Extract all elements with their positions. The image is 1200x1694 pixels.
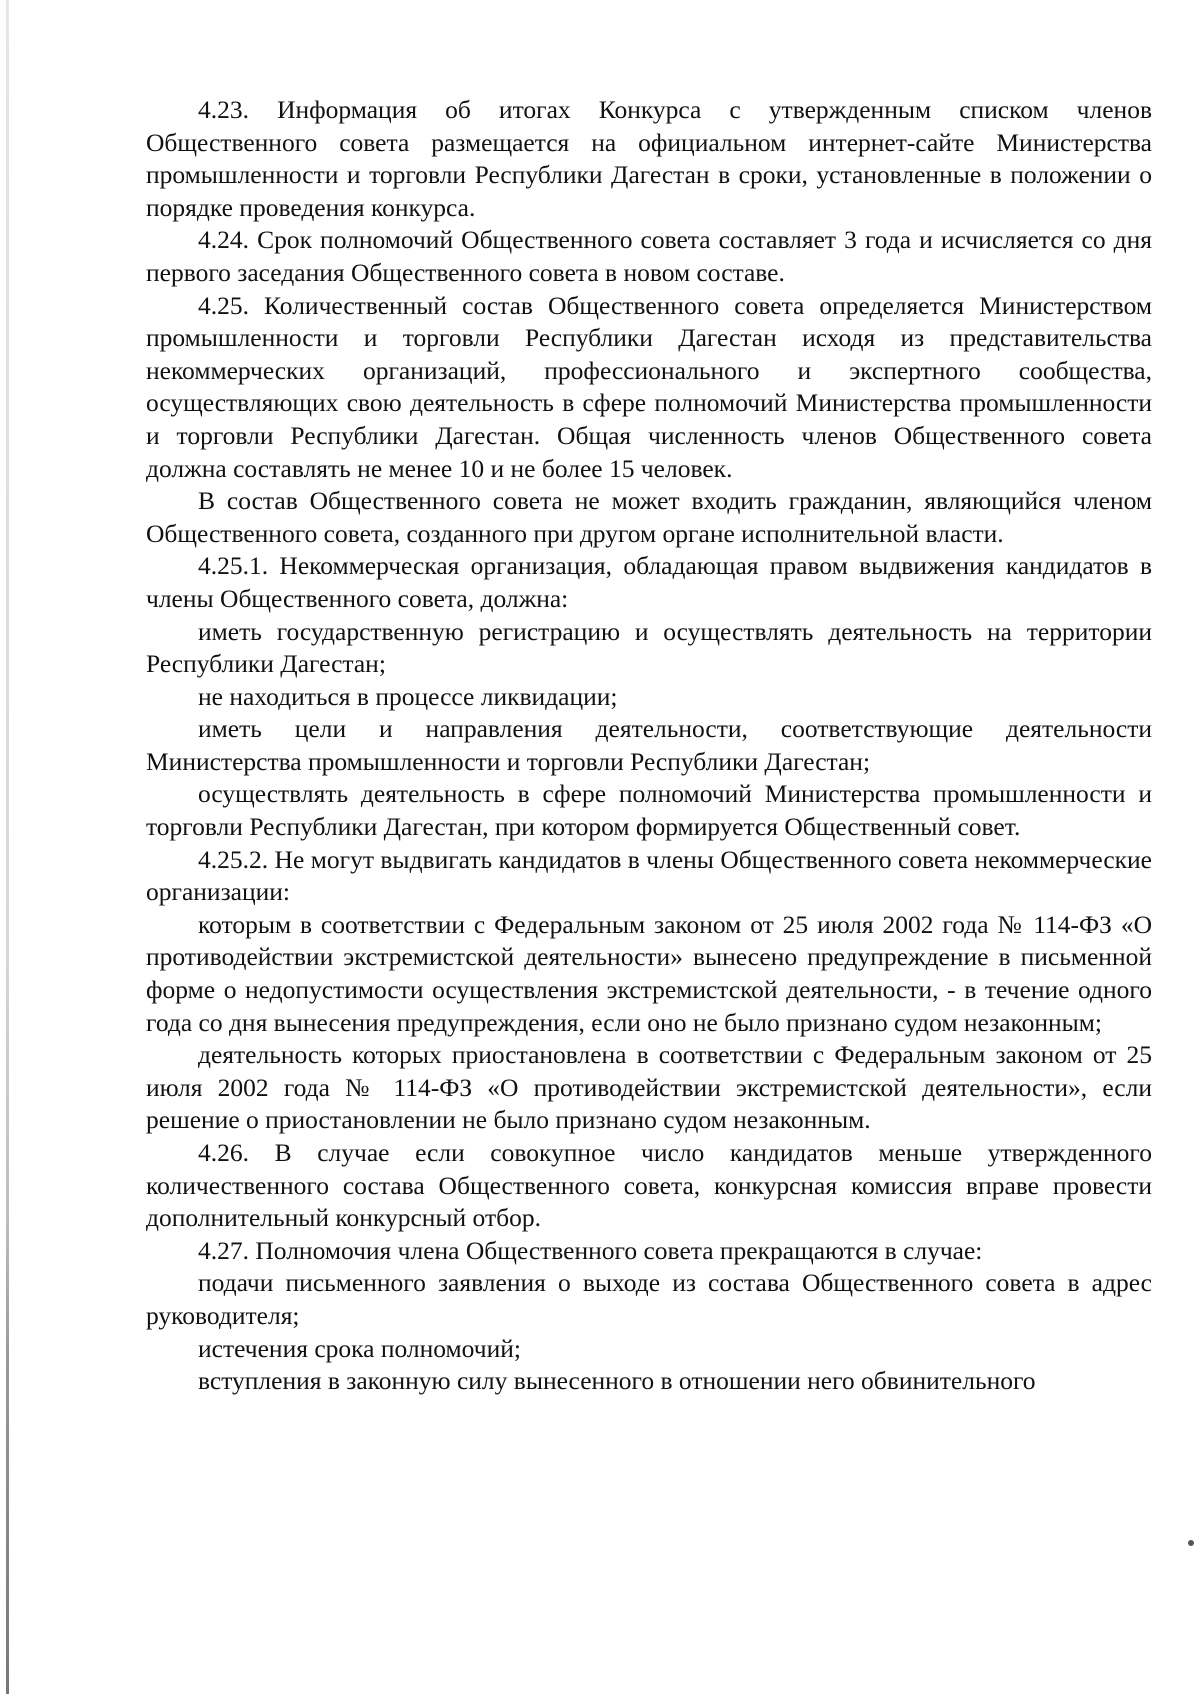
- list-item-term-expiry: истечения срока полномочий;: [198, 1333, 521, 1363]
- list-item-no-liquidation: не находиться в процессе ликвидации;: [198, 681, 618, 711]
- list-item-goals: иметь цели и направления деятельности, соответствующие деятельности Министерства промышленности и торговли Республики Дагестан;: [146, 714, 1152, 776]
- paragraph-4-24: 4.24. Срок полномочий Общественного совета составляет 3 года и исчисляется со дня первого заседания Общественного совета в новом составе.: [146, 225, 1152, 287]
- list-item-suspended: деятельность которых приостановлена в соответствии с Федеральным законом от 25 июля 2002 года № 114-ФЗ «О противодействии экстремистской деятельности», если решение о приостановлении не было признано судом незаконным.: [146, 1040, 1152, 1135]
- list-item-written-request: подачи письменного заявления о выходе из состава Общественного совета в адрес руководителя;: [146, 1268, 1152, 1330]
- scan-speck: [1188, 1540, 1194, 1546]
- scan-edge-shadow: [6, 0, 9, 1694]
- paragraph-4-23: 4.23. Информация об итогах Конкурса с утвержденным списком членов Общественного совета размещается на официальном интернет-сайте Министерства промышленности и торговли Республики Дагестан в сроки, установленные в положении о порядке проведения конкурса.: [146, 95, 1152, 222]
- paragraph-4-25-2: 4.25.2. Не могут выдвигать кандидатов в члены Общественного совета некоммерческие организации:: [146, 844, 1152, 907]
- document-body: [146, 94, 1152, 1398]
- paragraph-4-25: 4.25. Количественный состав Общественного совета определяется Министерством промышленности и торговли Республики Дагестан исходя из представительства некоммерческих организаций, профессионального и экспертного сообщества, осуществляющих свою деятельность в сфере полномочий Министерства промышленности и торговли Республики Дагестан. Общая численность членов Общественного совета должна составлять не менее 10 и не более 15 человек.: [146, 290, 1152, 483]
- list-item-registration: иметь государственную регистрацию и осуществлять деятельность на территории Республики Дагестан;: [146, 616, 1152, 679]
- paragraph-4-27: 4.27. Полномочия члена Общественного совета прекращаются в случае:: [198, 1235, 983, 1265]
- paragraph-4-26: 4.26. В случае если совокупное число кандидатов меньше утвержденного количественного состава Общественного совета, конкурсная комиссия вправе провести дополнительный конкурсный отбор.: [146, 1138, 1152, 1233]
- paragraph-4-25-1: 4.25.1. Некоммерческая организация, обладающая правом выдвижения кандидатов в члены Общественного совета, должна:: [146, 551, 1152, 613]
- list-item-conviction: вступления в законную силу вынесенного в отношении него обвинительного: [198, 1366, 1036, 1396]
- paragraph-4-25-restriction: В состав Общественного совета не может входить гражданин, являющийся членом Общественного совета, созданного при другом органе исполнительной власти.: [146, 486, 1152, 548]
- list-item-activity-sphere: осуществлять деятельность в сфере полномочий Министерства промышленности и торговли Республики Дагестан, при котором формируется Общественный совет.: [146, 779, 1152, 842]
- list-item-warning: которым в соответствии с Федеральным законом от 25 июля 2002 года № 114-ФЗ «О противодействии экстремистской деятельности» вынесено предупреждение в письменной форме о недопустимости осуществления экстремистской деятельности, - в течение одного года со дня вынесения предупреждения, если оно не было признано судом незаконным;: [146, 909, 1152, 1037]
